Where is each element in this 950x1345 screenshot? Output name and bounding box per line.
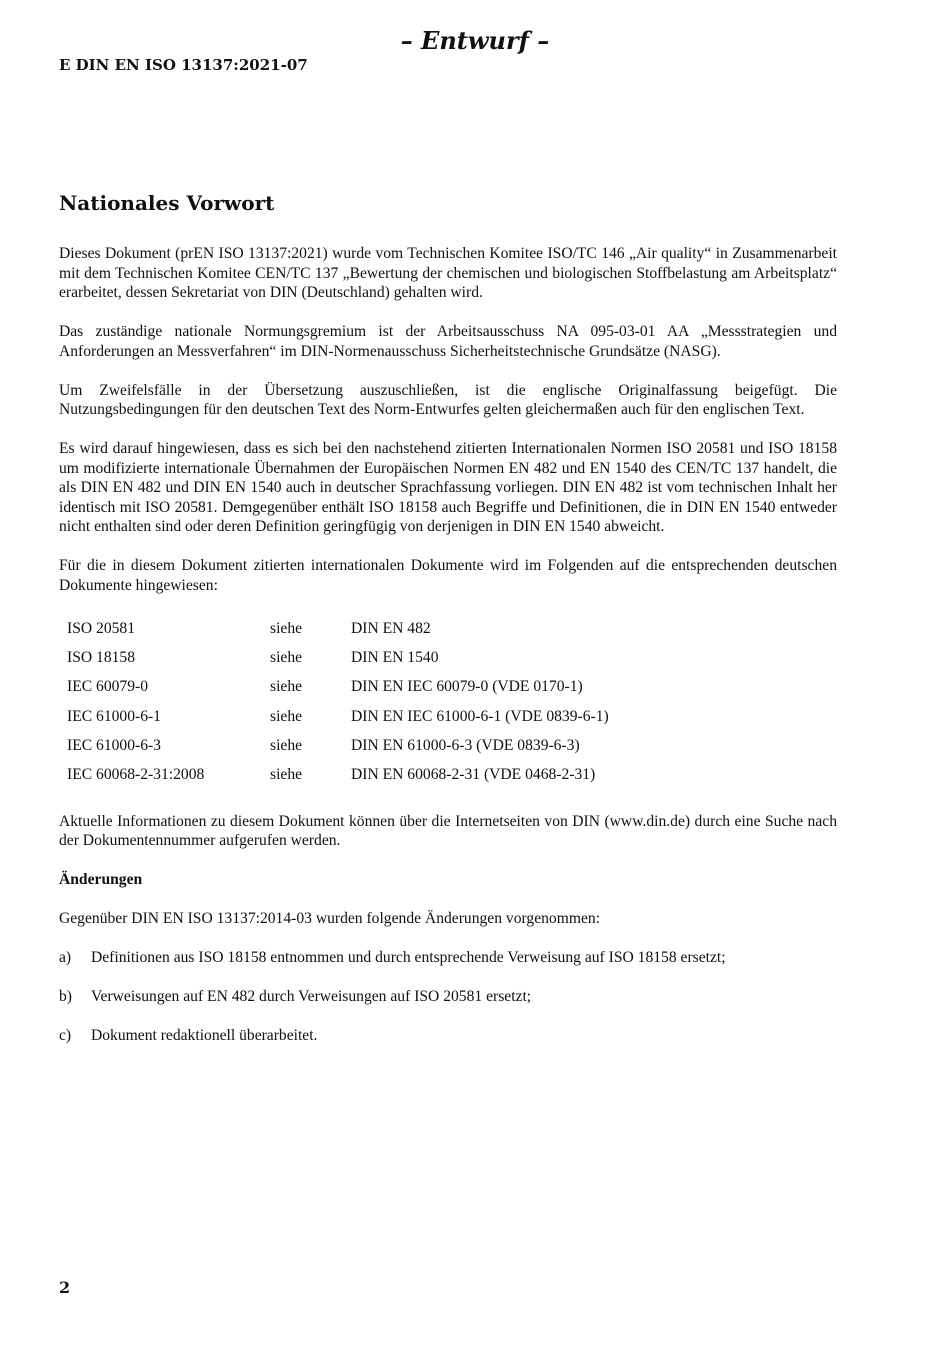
table-row bbox=[67, 615, 609, 644]
paragraph-info: Aktuelle Informationen zu diesem Dokument können über die Internetseiten von DIN (www.din.de) durch eine Suche nach der Dokumentennummer aufgerufen werden. bbox=[59, 812, 837, 850]
table-row bbox=[67, 731, 609, 760]
paragraph-references-intro: Für die in diesem Dokument zitierten internationalen Dokumente wird im Folgenden auf die entsprechenden deutschen Dokumente hingewiesen: bbox=[59, 557, 837, 594]
document-id: E DIN EN ISO 13137:2021-07 bbox=[59, 56, 308, 74]
reference-international: IEC 60079-0 bbox=[67, 678, 148, 696]
reference-international: IEC 60068-2-31:2008 bbox=[67, 766, 205, 784]
paragraph-national-body: Das zuständige nationale Normungsgremium ist der Arbeitsausschuss NA 095-03-01 AA „Messstrategien und Anforderungen an Messverfahren“ im DIN-Normenausschuss Sicherheitstechnische Grundsätze (NASG). bbox=[59, 323, 837, 360]
changes-intro: Gegenüber DIN EN ISO 13137:2014-03 wurden folgende Änderungen vorgenommen: bbox=[59, 910, 601, 928]
reference-relation: siehe bbox=[270, 766, 303, 784]
list-text: Verweisungen auf EN 482 durch Verweisungen auf ISO 20581 ersetzt; bbox=[91, 988, 532, 1006]
reference-german: DIN EN 61000-6-3 (VDE 0839-6-3) bbox=[351, 736, 580, 754]
list-text: Definitionen aus ISO 18158 entnommen und durch entsprechende Verweisung auf ISO 18158 ersetzt; bbox=[91, 949, 726, 967]
draft-banner: – Entwurf – bbox=[400, 26, 550, 55]
reference-table bbox=[67, 615, 609, 790]
reference-german: DIN EN 60068-2-31 (VDE 0468-2-31) bbox=[351, 766, 596, 784]
reference-german: DIN EN IEC 61000-6-1 (VDE 0839-6-1) bbox=[351, 707, 609, 725]
paragraph-translation: Um Zweifelsfälle in der Übersetzung auszuschließen, ist die englische Originalfassung beigefügt. Die Nutzungsbedingungen für den deutschen Text des Norm-Entwurfes gelten gleichermaßen auch für den englischen Text. bbox=[59, 381, 837, 418]
reference-international: IEC 61000-6-1 bbox=[67, 707, 161, 725]
document-body bbox=[59, 188, 837, 1065]
reference-relation: siehe bbox=[270, 649, 303, 667]
table-row bbox=[67, 702, 609, 731]
list-item bbox=[59, 948, 837, 968]
reference-german: DIN EN 1540 bbox=[351, 649, 439, 667]
list-marker: a) bbox=[59, 949, 72, 967]
reference-international: ISO 18158 bbox=[67, 649, 136, 667]
reference-german: DIN EN IEC 60079-0 (VDE 0170-1) bbox=[351, 678, 583, 696]
reference-international: IEC 61000-6-3 bbox=[67, 736, 161, 754]
table-row bbox=[67, 760, 609, 789]
page-number: 2 bbox=[59, 1278, 71, 1297]
list-item bbox=[59, 987, 837, 1007]
list-marker: b) bbox=[59, 988, 72, 1006]
list-text: Dokument redaktionell überarbeitet. bbox=[91, 1027, 318, 1045]
list-item bbox=[59, 1026, 837, 1046]
reference-relation: siehe bbox=[270, 736, 303, 754]
reference-international: ISO 20581 bbox=[67, 620, 136, 638]
paragraph-adoption-notice: Es wird darauf hingewiesen, dass es sich bei den nachstehend zitierten Internationalen Normen ISO 20581 und ISO 18158 um modifizierte internationale Übernahmen der Europäischen Normen EN 482 und EN 1540 des CEN/TC 137 handelt, die als DIN EN 482 und DIN EN 1540 auch in deutscher Sprachfassung vorliegen. DIN EN 482 ist vom technischen Inhalt her identisch mit ISO 20581. Demgegenüber enthält ISO 18158 auch Begriffe und Definitionen, die in DIN EN 1540 entweder nicht enthalten sind oder deren Definition geringfügig von derjenigen in DIN EN 1540 abweicht. bbox=[59, 440, 837, 535]
list-marker: c) bbox=[59, 1027, 72, 1045]
section-title: Nationales Vorwort bbox=[59, 191, 275, 215]
table-row bbox=[67, 673, 609, 702]
reference-relation: siehe bbox=[270, 707, 303, 725]
table-row bbox=[67, 644, 609, 673]
changes-heading: Änderungen bbox=[59, 871, 143, 889]
reference-relation: siehe bbox=[270, 678, 303, 696]
reference-relation: siehe bbox=[270, 620, 303, 638]
reference-german: DIN EN 482 bbox=[351, 620, 431, 638]
paragraph-committee: Dieses Dokument (prEN ISO 13137:2021) wurde vom Technischen Komitee ISO/TC 146 „Air quality“ in Zusammenarbeit mit dem Technischen Komitee CEN/TC 137 „Bewertung der chemischen und biologischen Stoffbelastung am Arbeitsplatz“ erarbeitet, dessen Sekretariat von DIN (Deutschland) gehalten wird. bbox=[59, 245, 837, 301]
